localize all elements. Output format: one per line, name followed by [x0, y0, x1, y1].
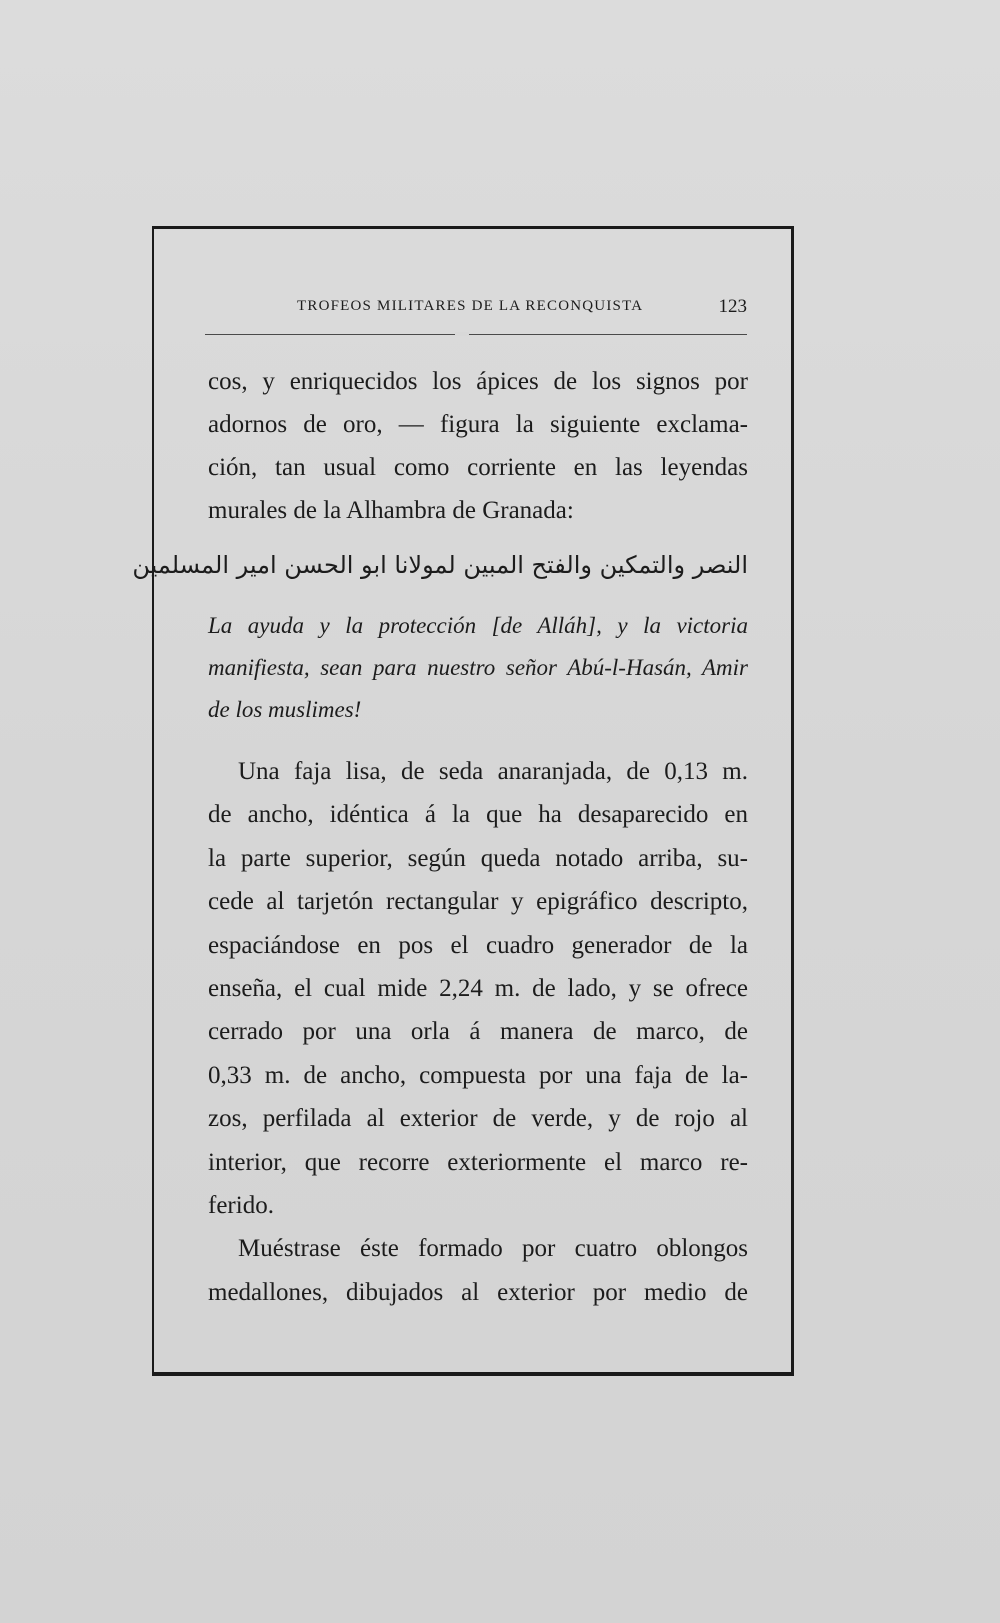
running-title: TROFEOS MILITARES DE LA RECONQUISTA	[297, 298, 644, 314]
text-line: cerrado por una orla á manera de marco, de	[208, 1018, 748, 1046]
text-line: interior, que recorre exteriormente el marco re-	[208, 1148, 748, 1176]
text-line: Una faja lisa, de seda anaranjada, de 0,13 m.	[238, 758, 748, 785]
arabic-inscription: النصر والتمكين والفتح المبين لمولانا ابو الحسن امير المسلمين	[132, 551, 748, 579]
text-line: ción, tan usual como corriente en las leyendas	[208, 454, 748, 481]
paragraph-2	[208, 750, 748, 1314]
text-line: manifiesta, sean para nuestro señor Abú-l-Hasán, Amir	[208, 655, 748, 680]
page-number: 123	[718, 296, 747, 317]
text-line: Muéstrase éste formado por cuatro oblongos	[238, 1235, 748, 1263]
text-line: ferido.	[208, 1191, 274, 1219]
translation-italic	[208, 605, 748, 731]
text-line: murales de la Alhambra de Granada:	[208, 497, 574, 524]
running-head	[207, 296, 747, 320]
text-line: de ancho, idéntica á la que ha desaparecido en	[208, 801, 748, 829]
text-line: 0,33 m. de ancho, compuesta por una faja de la-	[208, 1061, 748, 1089]
text-line: adornos de oro, — figura la siguiente exclama-	[208, 411, 748, 438]
text-line: espaciándose en pos el cuadro generador de la	[208, 931, 748, 959]
text-line: cede al tarjetón rectangular y epigráfico descripto,	[208, 888, 748, 916]
paragraph-1	[208, 360, 748, 532]
text-line: La ayuda y la protección [de Alláh], y la victoria	[208, 613, 748, 638]
text-line: enseña, el cual mide 2,24 m. de lado, y se ofrece	[208, 974, 748, 1002]
text-line: de los muslimes!	[208, 697, 362, 722]
text-line: medallones, dibujados al exterior por medio de	[208, 1278, 748, 1306]
text-line: la parte superior, según queda notado arriba, su-	[208, 844, 748, 872]
text-line: zos, perfilada al exterior de verde, y de rojo al	[208, 1105, 748, 1133]
header-rule-gap	[455, 332, 469, 336]
text-line: cos, y enriquecidos los ápices de los signos por	[208, 368, 748, 395]
header-rule	[205, 334, 747, 335]
